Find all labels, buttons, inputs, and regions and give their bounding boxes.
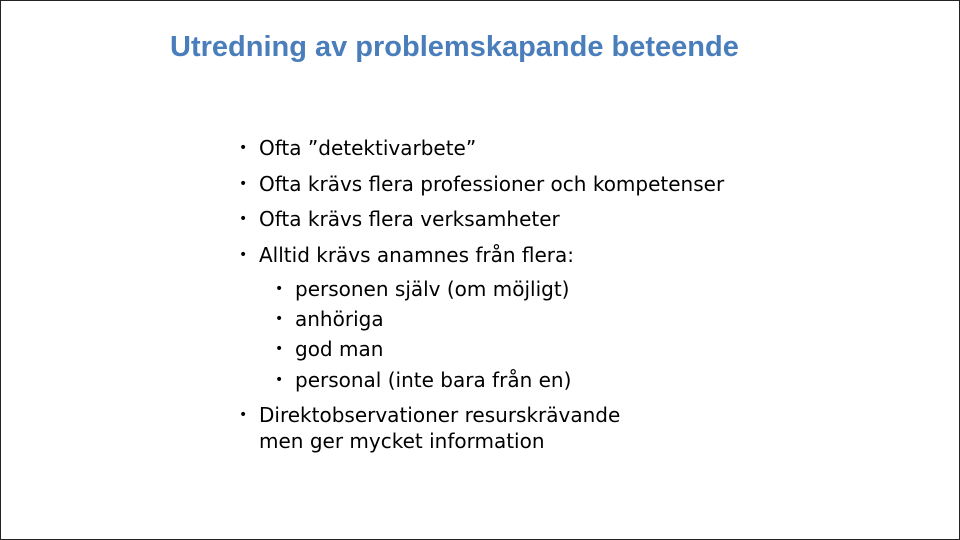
- list-item-text: Ofta krävs flera verksamheter: [259, 207, 560, 231]
- bullet-icon: •: [239, 247, 248, 263]
- slide-title: Utredning av problemskapande beteende: [170, 31, 739, 63]
- bullet-icon: •: [239, 140, 248, 156]
- bullet-icon: •: [275, 281, 284, 297]
- list-item-text: god man: [295, 337, 384, 361]
- list-item-text-line2: men ger mycket information: [259, 429, 545, 453]
- list-item-text: personen själv (om möjligt): [295, 277, 570, 301]
- list-item-text: Ofta krävs flera professioner och kompetenser: [259, 172, 725, 196]
- list-item-text: anhöriga: [295, 307, 384, 331]
- bullet-icon: •: [239, 211, 248, 227]
- list-item-text: personal (inte bara från en): [295, 368, 572, 392]
- bullet-icon: •: [275, 372, 284, 388]
- list-item-text-line1: Direktobservationer resurskrävande: [259, 403, 621, 427]
- list-item-text: [259, 402, 620, 454]
- list-item-text: Ofta ”detektivarbete”: [259, 136, 477, 160]
- list-item-text: Alltid krävs anamnes från flera:: [259, 243, 575, 267]
- bullet-icon: •: [239, 407, 248, 423]
- bullet-icon: •: [239, 176, 248, 192]
- bullet-icon: •: [275, 311, 284, 327]
- bullet-icon: •: [275, 341, 284, 357]
